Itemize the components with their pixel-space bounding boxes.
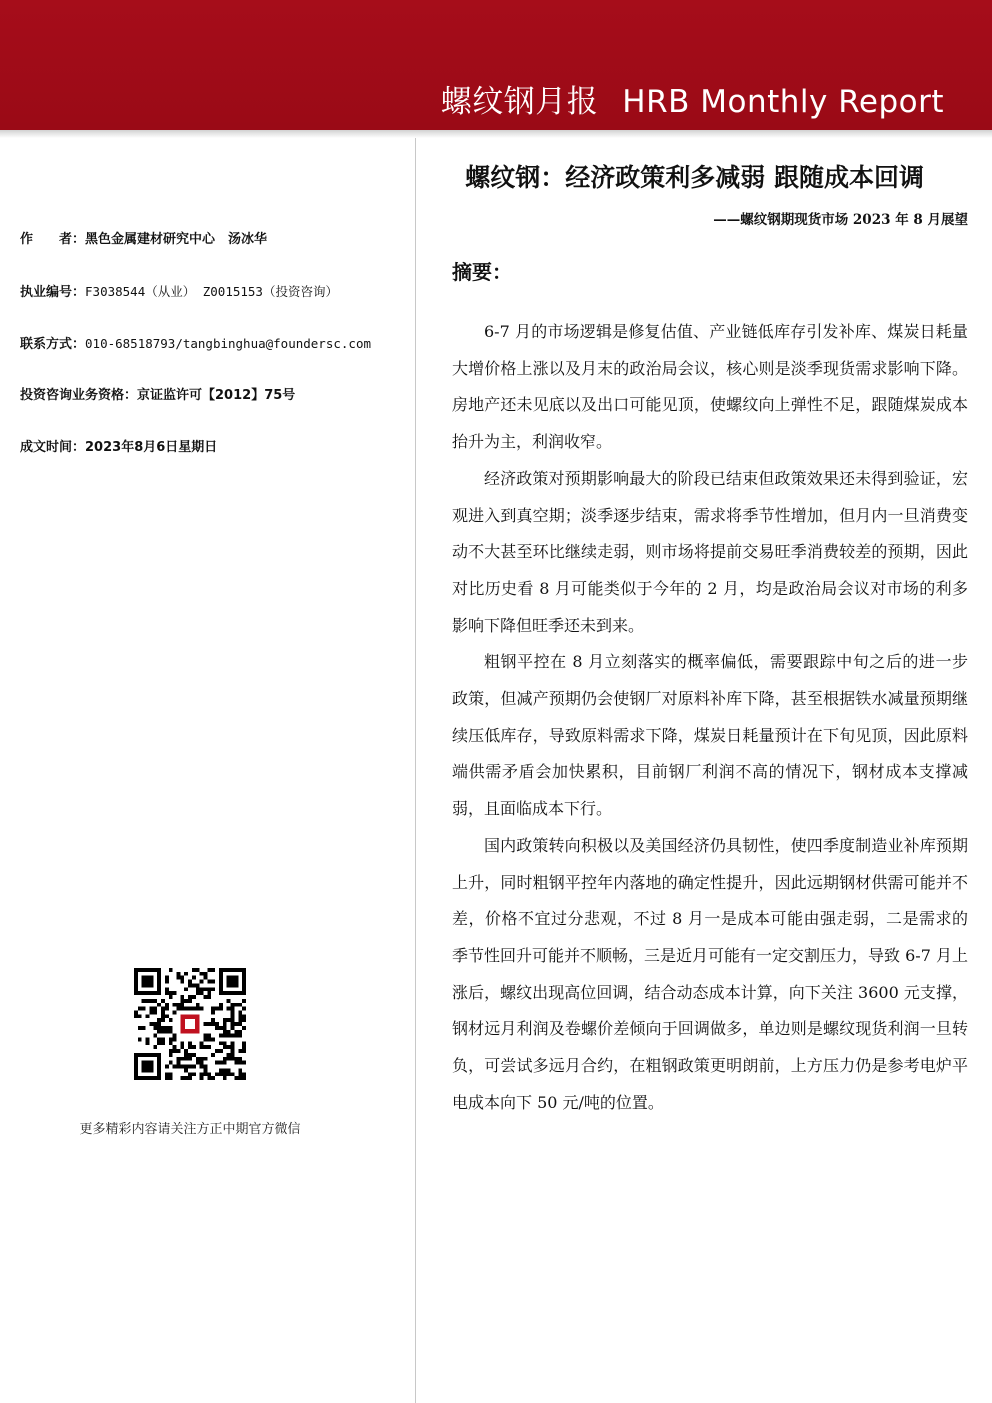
report-title: 螺纹钢：经济政策利多减弱 跟随成本回调 <box>465 163 924 192</box>
abstract-heading: 摘要： <box>452 260 512 284</box>
header-shadow <box>0 130 992 138</box>
header-title-en: HRB Monthly Report <box>622 84 944 120</box>
info-label: 联系方式： <box>20 337 86 352</box>
abstract-body <box>452 314 968 1121</box>
author-info-panel <box>20 230 410 490</box>
abstract-paragraph: 粗钢平控在 8 月立刻落实的概率偏低，需要跟踪中旬之后的进一步政策，但减产预期仍会使钢厂对原料补库下降，甚至根据铁水减量预期继续压低库存，导致原料需求下降，煤炭日耗量预计在下旬见顶，因此原料端供需矛盾会加快累积，目前钢厂利润不高的情况下，钢材成本支撑减弱，且面临成本下行。 <box>452 652 968 819</box>
date-row <box>20 438 410 490</box>
contact-row <box>20 334 410 386</box>
report-subtitle: ——螺纹钢期现货市场 2023 年 8 月展望 <box>713 212 968 228</box>
report-header-title <box>441 76 944 121</box>
column-divider <box>415 138 416 1403</box>
header-title-cn: 螺纹钢月报 <box>440 84 599 120</box>
info-value: 京证监许可【2012】75号 <box>137 388 296 403</box>
info-label: 投资咨询业务资格： <box>20 388 138 403</box>
wechat-qr-code <box>134 968 246 1080</box>
qr-caption: 更多精彩内容请关注方正中期官方微信 <box>79 1122 301 1137</box>
author-row <box>20 230 410 282</box>
info-label: 执业编号： <box>20 285 86 300</box>
license-row <box>20 282 410 334</box>
info-value: 2023年8月6日星期日 <box>85 440 218 455</box>
info-value: 黑色金属建材研究中心 汤冰华 <box>85 232 268 247</box>
abstract-paragraph: 经济政策对预期影响最大的阶段已结束但政策效果还未得到验证，宏观进入到真空期；淡季逐步结束，需求将季节性增加，但月内一旦消费变动不大甚至环比继续走弱，则市场将提前交易旺季消费较差的预期，因此对比历史看 8 月可能类似于今年的 2 月，均是政治局会议对市场的利多影响下降但旺季还未到来。 <box>452 468 968 635</box>
info-label: 作 者： <box>20 232 86 247</box>
info-label: 成文时间： <box>20 440 86 455</box>
contact-value[interactable]: 010-68518793/tangbinghua@foundersc.com <box>85 336 371 351</box>
report-header-banner <box>0 0 992 130</box>
info-value: F3038544（从业） Z0015153（投资咨询） <box>85 284 338 299</box>
abstract-paragraph: 6-7 月的市场逻辑是修复估值、产业链低库存引发补库、煤炭日耗量大增价格上涨以及月末的政治局会议，核心则是淡季现货需求影响下降。房地产还未见底以及出口可能见顶，使螺纹向上弹性不足，跟随煤炭成本抬升为主，利润收窄。 <box>452 322 968 452</box>
qualification-row <box>20 386 410 438</box>
abstract-paragraph: 国内政策转向积极以及美国经济仍具韧性，使四季度制造业补库预期上升，同时粗钢平控年内落地的确定性提升，因此远期钢材供需可能并不差，价格不宜过分悲观，不过 8 月一是成本可能由强走弱，二是需求的季节性回升可能并不顺畅，三是近月可能有一定交割压力，导致 6-7 月上涨后，螺纹出现高位回调，结合动态成本计算，向下关注 3600 元支撑，钢材远月利润及卷螺价差倾向于回调做多，单边则是螺纹现货利润一旦转负，可尝试多远月合约，在粗钢政策更明朗前，上方压力仍是参考电炉平电成本向下 50 元/吨的位置。 <box>452 835 968 1112</box>
